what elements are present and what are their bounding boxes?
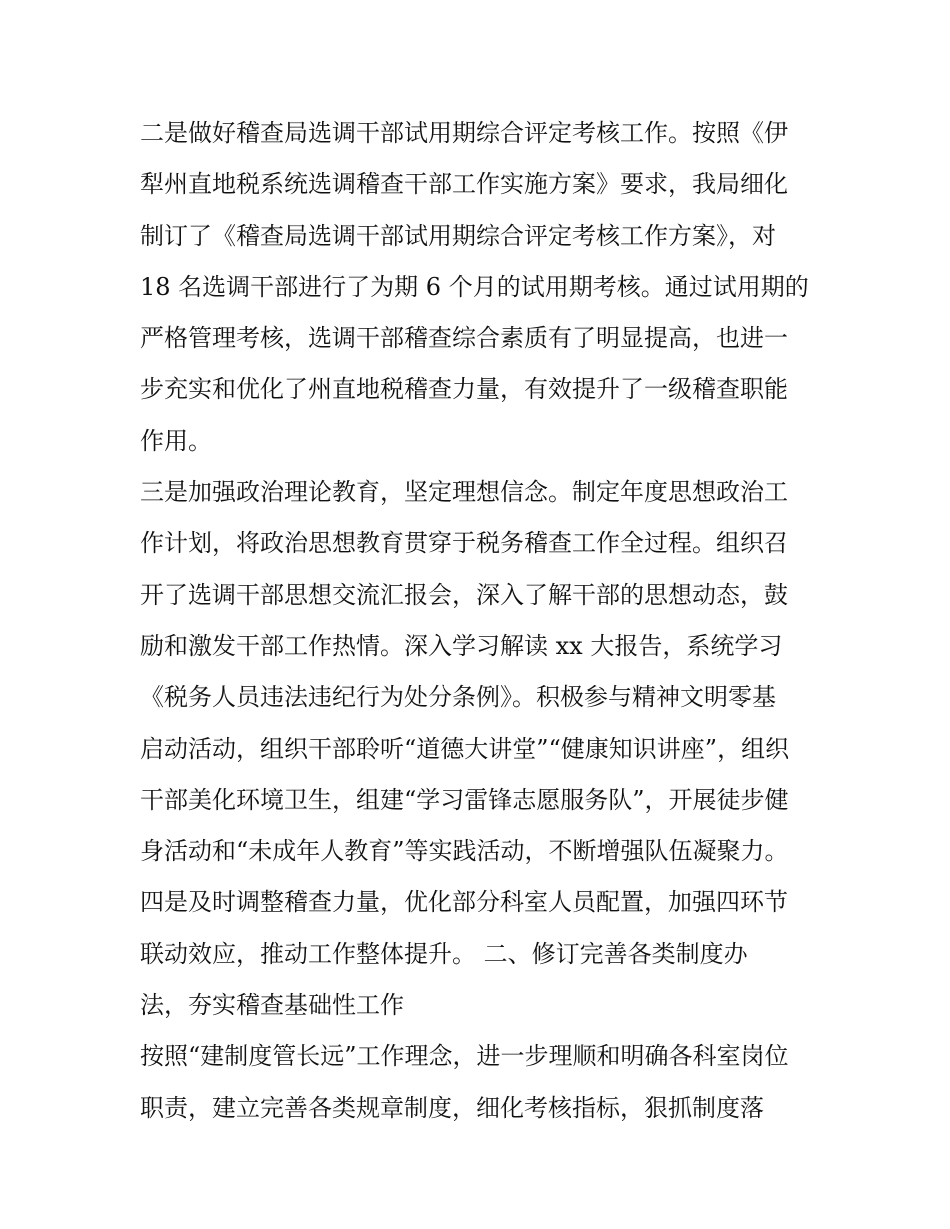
text-line: 《税务人员违法违纪行为处分条例》。积极参与精神文明零基 xyxy=(140,683,776,712)
text-line: 制订了《稽查局选调干部试用期综合评定考核工作方案》，对 xyxy=(140,221,776,250)
text-line: 联动效应，推动工作整体提升。 二、修订完善各类制度办 xyxy=(140,939,748,968)
body-text xyxy=(140,108,830,1134)
text-line: 身活动和“未成年人教育”等实践活动，不断增强队伍凝聚力。 xyxy=(140,837,789,866)
text-line: 作用。 xyxy=(140,426,212,455)
text-line: 干部美化环境卫生，组建“学习雷锋志愿服务队”，开展徒步健 xyxy=(140,785,789,814)
text-line: 二是做好稽查局选调干部试用期综合评定考核工作。按照《伊 xyxy=(140,119,788,147)
text-line: 步充实和优化了州直地税稽查力量，有效提升了一级稽查职能 xyxy=(140,375,788,404)
text-line: 作计划，将政治思想教育贯穿于税务稽查工作全过程。组织召 xyxy=(140,529,788,558)
text-line: 严格管理考核，选调干部稽查综合素质有了明显提高，也进一 xyxy=(140,324,788,353)
text-line: 按照“建制度管长远”工作理念，进一步理顺和明确各科室岗位 xyxy=(140,1042,789,1071)
text-line: 启动活动，组织干部聆听“道德大讲堂”“健康知识讲座”，组织 xyxy=(140,734,790,763)
text-line: 励和激发干部工作热情。深入学习解读 xx 大报告，系统学习 xyxy=(140,631,783,660)
text-line: 职责，建立完善各类规章制度，细化考核指标，狠抓制度落 xyxy=(140,1093,764,1122)
text-line: 18 名选调干部进行了为期 6 个月的试用期考核。通过试用期的 xyxy=(140,272,809,301)
text-line: 三是加强政治理论教育，坚定理想信念。制定年度思想政治工 xyxy=(140,478,788,507)
text-line: 法，夯实稽查基础性工作 xyxy=(140,991,404,1020)
text-line: 犁州直地税系统选调稽查干部工作实施方案》要求，我局细化 xyxy=(140,170,788,199)
text-line: 开了选调干部思想交流汇报会，深入了解干部的思想动态，鼓 xyxy=(140,580,788,609)
text-line: 四是及时调整稽查力量，优化部分科室人员配置，加强四环节 xyxy=(140,888,788,917)
